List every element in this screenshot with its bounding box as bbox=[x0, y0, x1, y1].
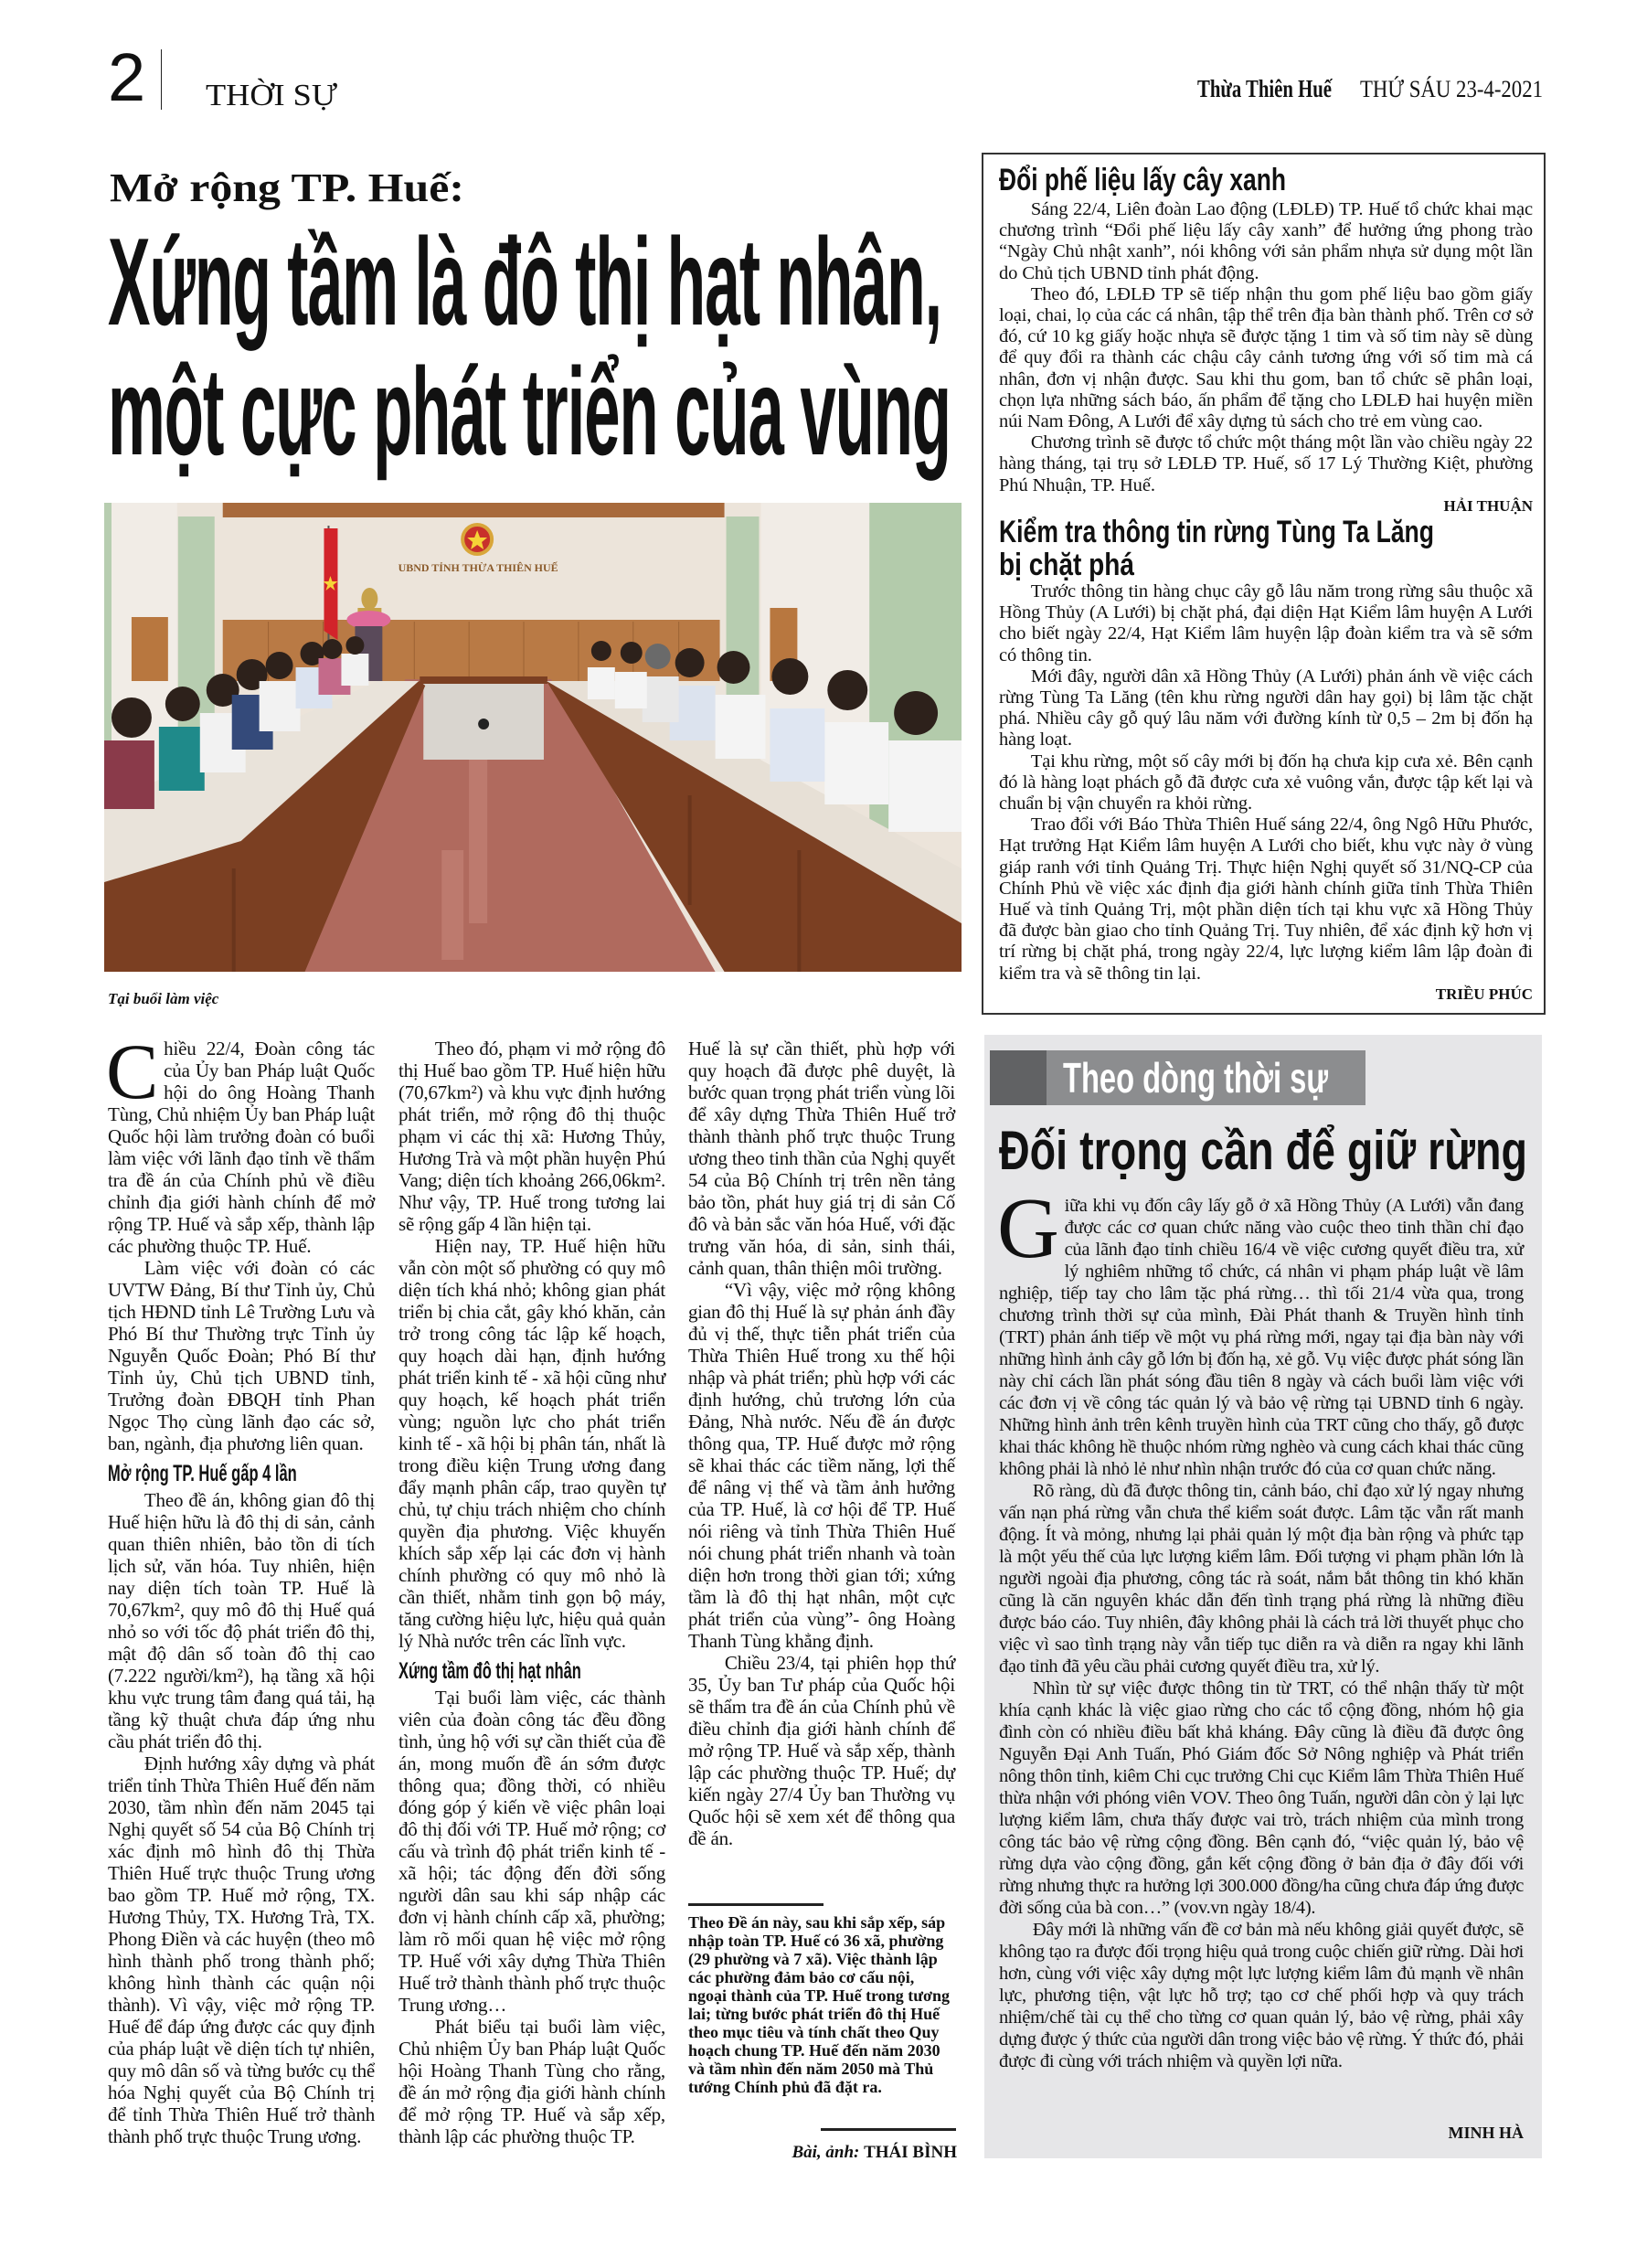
section-title: THỜI SỰ bbox=[206, 79, 337, 112]
meeting-room-image bbox=[104, 503, 962, 972]
drop-cap: G bbox=[997, 1181, 1059, 1276]
meeting-photo bbox=[104, 503, 962, 972]
paragraph-text: Tại buổi làm việc, các thành viên của đoàn công tác đều đồng tình, ủng hộ với sự cần thiết của đề án, mong muốn đề án sớm được thông qua; đồng thời, có nhiều đóng góp ý kiến về việc phân loại đô thị đối với TP. Huế mở rộng; cơ cấu và trình độ phát triển kinh tế - xã hội; tác động đến đời sống người dân sau khi sáp nhập các đơn vị hành chính cấp xã, phường; làm rõ mối quan hệ việc mở rộng TP. Huế với xây dựng Thừa Thiên Huế trở thành thành phố trực thuộc Trung ương… bbox=[398, 1687, 665, 2016]
paragraph-text: Hiện nay, TP. Huế hiện hữu vẫn còn một số phường có quy mô diện tích khá nhỏ; không gian phát triển bị chia cắt, gây khó khăn, cản trở trong công tác lập kế hoạch, quy hoạch dài hạn, định hướng phát triển kinh tế - xã hội cũng như quy hoạch, kế hoạch phát triển vùng; nguồn lực cho phát triển kinh tế - xã hội bị phân tán, nhất là trong điều kiện Trung ương đang đẩy mạnh phân cấp, trao quyền tự chủ, tự chịu trách nhiệm cho chính quyền địa phương. Việc khuyến khích sắp xếp lại các đơn vị hành chính phường có quy mô nhỏ là cần thiết, nhằm tinh gọn bộ máy, tăng cường hiệu lực, hiệu quả quản lý Nhà nước trên các lĩnh vực. bbox=[398, 1235, 665, 1652]
brief-2-title-line-2: bị chặt phá bbox=[999, 548, 1134, 582]
drop-cap: C bbox=[106, 1028, 159, 1115]
article-paragraph bbox=[398, 1687, 665, 2016]
article-paragraph bbox=[108, 1489, 375, 1752]
article-paragraph bbox=[688, 1279, 955, 1652]
subheading-text: Xứng tầm đô thị hạt nhân bbox=[398, 1658, 581, 1684]
article-credit bbox=[688, 2143, 957, 2163]
highlight-box: Theo Đề án này, sau khi sắp xếp, sáp nhập toàn TP. Huế có 36 xã, phường (29 phường và 7 xã). Việc thành lập các phường đảm bảo cơ cấu nội, ngoại thành của TP. Huế trong tương lai; từng bước phát triển đô thị Huế theo mục tiêu và tính chất theo Quy hoạch chung TP. Huế đến năm 2030 và tầm nhìn đến năm 2050 mà Thủ tướng Chính phủ đã đặt ra. bbox=[688, 1913, 951, 2096]
paragraph-text: Rõ ràng, dù đã được thông tin, cảnh báo, chỉ đạo xử lý ngay nhưng vấn nạn phá rừng vẫn chưa thể kiểm soát được. Lâm tặc vẫn rất manh động. Ít và mỏng, nhưng lại phải quản lý một địa bàn rộng và phức tạp là một yếu thế của lực lượng kiểm lâm. Đối tượng vi phạm phần lớn là người ngoài địa phương, công tác rà soát, nắm bắt thông tin khó khăn cũng là căn nguyên khác dẫn đến tình trạng phá rừng là những điều được báo cáo. Tuy nhiên, đây không phải là cách trả lời thuyết phục cho việc vì sao tình trạng này vẫn tiếp tục diễn ra và diễn ra ngay khi lãnh đạo tỉnh đã yêu cầu phải cương quyết điều tra, xử lý. bbox=[999, 1481, 1524, 1677]
commentary-byline: MINH HÀ bbox=[1448, 2124, 1524, 2142]
paragraph-text: Làm việc với đoàn có các UVTW Đảng, Bí thư Tỉnh ủy, Chủ tịch HĐND tỉnh Lê Trường Lưu và Phó Bí thư Thường trực Tỉnh ủy Nguyễn Quốc Đoàn; Phó Bí thư Tỉnh ủy, Chủ tịch UBND tỉnh, Trưởng đoàn ĐBQH tỉnh Phan Ngọc Thọ cùng lãnh đạo các sở, ban, ngành, địa phương liên quan. bbox=[108, 1257, 375, 1454]
article-column-2 bbox=[398, 1038, 665, 2147]
brief-paragraph: Mới đây, người dân xã Hồng Thủy (A Lưới) phản ánh về việc cách rừng Tùng Ta Lăng (tên khu rừng người dân hay gọi) bị lâm tặc chặt phá. Nhiều cây gỗ quý lâu năm với đường kính từ 0,5 – 2m bị đốn hạ hàng loạt. bbox=[999, 665, 1533, 751]
brief-byline: TRIỀU PHÚC bbox=[1435, 985, 1533, 1003]
brief-1-body bbox=[999, 199, 1533, 516]
paragraph-text: Phát biểu tại buổi làm việc, Chủ nhiệm Ủy ban Pháp luật Quốc hội Hoàng Thanh Tùng cho rằng, đề án mở rộng địa giới hành chính để mở rộng TP. Huế và sắp xếp, thành lập các phường thuộc TP. bbox=[398, 2016, 665, 2147]
brief-paragraph: Theo đó, LĐLĐ TP sẽ tiếp nhận thu gom phế liệu bao gồm giấy loại, chai, lọ của các cá nhân, tập thể trên địa bàn thành phố. Trên cơ sở đó, cứ 10 kg giấy hoặc nhựa sẽ được tặng 1 tim và số tim này sẽ dùng để quy đổi ra thành các chậu cây cảnh tương ứng với số tim mà cá nhân, đơn vị nhận được. Sau khi thu gom, ban tổ chức sẽ phân loại, chọn lựa những sách báo, ấn phẩm để tặng cho LĐLĐ hai huyện miền núi Nam Đông, A Lưới để xây dựng tủ sách cho trẻ em vùng cao. bbox=[999, 283, 1533, 432]
section-subheading bbox=[398, 1657, 665, 1687]
commentary-paragraph bbox=[999, 1919, 1524, 2072]
highlight-rule-bottom bbox=[821, 2128, 956, 2131]
credit-author: THÁI BÌNH bbox=[864, 2143, 957, 2162]
commentary-paragraph bbox=[997, 1181, 1524, 1480]
article-paragraph bbox=[106, 1028, 375, 1257]
paragraph-text: hiều 22/4, Đoàn công tác của Ủy ban Pháp luật Quốc hội do ông Hoàng Thanh Tùng, Chủ nhiệm Ủy ban Pháp luật Quốc hội làm trưởng đoàn có buổi làm việc với lãnh đạo tỉnh về thẩm tra đề án của Chính phủ về điều chỉnh địa giới hành chính để mở rộng TP. Huế và sắp xếp, thành lập các phường thuộc TP. Huế. bbox=[108, 1038, 375, 1257]
issue-date: THỨ SÁU 23-4-2021 bbox=[1360, 76, 1543, 102]
brief-paragraph: Trao đổi với Báo Thừa Thiên Huế sáng 22/4, ông Ngô Hữu Phước, Hạt trưởng Hạt Kiểm lâm huyện A Lưới cho biết, khu vực này ở vùng giáp ranh với tỉnh Quảng Trị. Thực hiện Nghị quyết số 31/NQ-CP của Chính Phủ về việc xác định địa giới hành chính giữa tỉnh Thừa Thiên Huế và tỉnh Quảng Trị, một phần diện tích tại khu vực xã Hồng Thủy đã được bàn giao cho tỉnh Quảng Trị. Tuy nhiên, để xác định kỹ hơn vị trí rừng bị chặt phá, trong ngày 22/4, lực lượng kiểm lâm lập đoàn đi kiểm tra và sẽ thông tin lại. bbox=[999, 815, 1533, 984]
brief-2-body bbox=[999, 581, 1533, 1005]
subheading-text: Mở rộng TP. Huế gấp 4 lần bbox=[108, 1461, 297, 1486]
brief-paragraph: Trước thông tin hàng chục cây gỗ lâu năm trong rừng sâu thuộc xã Hồng Thủy (A Lưới) bị chặt phá, đại diện Hạt Kiểm lâm huyện A Lưới cho biết ngày 22/4, Hạt Kiểm lâm huyện lập đoàn kiểm tra và sẽ sớm có thông tin. bbox=[999, 581, 1533, 665]
paragraph-text: “Vì vậy, việc mở rộng không gian đô thị Huế là sự phản ánh đầy đủ vị thế, thực tiễn phát triển của Thừa Thiên Huế trong xu thế hội nhập và phát triển; phù hợp với các định hướng, chủ trương lớn của Đảng, Nhà nước. Nếu đề án được thông qua, TP. Huế được mở rộng sẽ khai thác các tiềm năng, lợi thế để nâng vị thế và tầm ảnh hưởng của TP. Huế, là cơ hội để TP. Huế nói riêng và tỉnh Thừa Thiên Huế nói chung phát triển nhanh và toàn diện hơn trong thời gian tới; xứng tầm là đô thị hạt nhân, một cực phát triển của vùng”- ông Hoàng Thanh Tùng khẳng định. bbox=[688, 1279, 955, 1652]
article-paragraph bbox=[398, 1235, 665, 1652]
photo-wall-sign: UBND TỈNH THỪA THIÊN HUẾ bbox=[398, 560, 558, 575]
article-paragraph bbox=[108, 1752, 375, 2147]
column-label: Theo dòng thời sự bbox=[1063, 1054, 1328, 1102]
paragraph-text: Theo đề án, không gian đô thị Huế hiện hữu là đô thị di sản, cảnh quan thiên nhiên, bảo tồn di tích lịch sử, văn hóa. Tuy nhiên, hiện nay diện tích toàn TP. Huế là 70,67km², quy mô đô thị Huế quá nhỏ so với tốc độ phát triển đô thị, mật độ dân số toàn đô thị cao (7.222 người/km²), hạ tầng xã hội khu vực trung tâm đang quá tải, hạ tầng kỹ thuật chưa đáp ứng nhu cầu phát triển đô thị. bbox=[108, 1489, 375, 1752]
article-column-1 bbox=[106, 1028, 375, 2147]
commentary-paragraph bbox=[999, 1480, 1524, 1677]
article-paragraph bbox=[688, 1038, 955, 1279]
brief-1-title: Đổi phế liệu lấy cây xanh bbox=[999, 163, 1286, 197]
photo-caption: Tại buổi làm việc bbox=[108, 990, 219, 1007]
brief-paragraph: Tại khu rừng, một số cây mới bị đốn hạ chưa kịp cưa xẻ. Bên cạnh đó là hàng loạt phách gỗ đã được cưa xẻ vuông vắn, được tập kết lại và chuẩn bị vận chuyển ra khỏi rừng. bbox=[999, 751, 1533, 815]
paragraph-text: Định hướng xây dựng và phát triển tỉnh Thừa Thiên Huế đến năm 2030, tầm nhìn đến năm 2045 tại Nghị quyết số 54 của Bộ Chính trị xác định mô hình đô thị Thừa Thiên Huế trực thuộc Trung ương bao gồm TP. Huế mở rộng, TX. Hương Thủy, TX. Hương Trà, TX. Phong Điền và các huyện (theo mô hình thành phố trong thành phố; không hình thành các quận nội thành). Vì vậy, việc mở rộng TP. Huế để đáp ứng được các quy định của pháp luật về diện tích tự nhiên, quy mô dân số và từng bước cụ thể hóa Nghị quyết của Bộ Chính trị để tỉnh Thừa Thiên Huế trở thành thành phố trực thuộc Trung ương. bbox=[108, 1752, 375, 2147]
commentary-headline: Đối trọng cần để giữ rừng bbox=[999, 1120, 1527, 1181]
article-paragraph bbox=[398, 1038, 665, 1235]
brief-2-title-line-1: Kiểm tra thông tin rừng Tùng Ta Lăng bbox=[999, 515, 1434, 549]
paragraph-text: Huế là sự cần thiết, phù hợp với quy hoạch đã được phê duyệt, là bước quan trọng phát triển vùng lõi để xây dựng Thừa Thiên Huế trở thành thành phố trực thuộc Trung ương theo tinh thần của Nghị quyết 54 của Bộ Chính trị trên nền tảng bảo tồn, phát huy giá trị di sản Cố đô và bản sắc văn hóa Huế, với đặc trưng văn hóa, di sản, sinh thái, cảnh quan, thân thiện môi trường. bbox=[688, 1038, 955, 1279]
highlight-rule-top bbox=[688, 1903, 824, 1906]
commentary-paragraph bbox=[999, 1677, 1524, 1919]
paragraph-text: Chiều 23/4, tại phiên họp thứ 35, Ủy ban Tư pháp của Quốc hội sẽ thẩm tra đề án của Chính phủ về điều chỉnh địa giới hành chính để mở rộng TP. Huế và sắp xếp, thành lập các phường thuộc TP. Huế; dự kiến ngày 27/4 Ủy ban Thường vụ Quốc hội sẽ xem xét để thông qua đề án. bbox=[688, 1652, 955, 1849]
section-subheading bbox=[108, 1460, 375, 1489]
article-paragraph bbox=[108, 1257, 375, 1454]
newspaper-name: Thừa Thiên Huế bbox=[1197, 75, 1332, 102]
column-banner-accent bbox=[990, 1050, 1047, 1105]
paragraph-text: Theo đó, phạm vi mở rộng đô thị Huế bao gồm TP. Huế hiện hữu (70,67km²) và khu vực định hướng phát triển, mở rộng đô thị thuộc phạm vi các thị xã: Hương Thủy, Hương Trà và một phần huyện Phú Vang; diện tích khoảng 266,06km². Như vậy, TP. Huế trong tương lai sẽ rộng gấp 4 lần hiện tại. bbox=[398, 1038, 665, 1235]
brief-paragraph: Sáng 22/4, Liên đoàn Lao động (LĐLĐ) TP. Huế tổ chức khai mạc chương trình “Đổi phế liệu lấy cây xanh” để hưởng ứng phong trào “Ngày Chủ nhật xanh”, nói không với sản phẩm nhựa sử dụng một lần do Chủ tịch UBND tỉnh phát động. bbox=[999, 199, 1533, 283]
headline-line-1: Xứng tầm là đô thị hạt nhân, bbox=[108, 212, 941, 351]
brief-paragraph: Chương trình sẽ được tổ chức một tháng một lần vào chiều ngày 22 hàng tháng, tại trụ sở LĐLĐ TP. Huế, số 17 Lý Thường Kiệt, phường Phú Nhuận, TP. Huế. bbox=[999, 432, 1533, 495]
paragraph-text: Nhìn từ sự việc được thông tin từ TRT, có thể nhận thấy từ một khía cạnh khác là việc giao rừng cho các tổ cộng đồng, nhóm hộ gia đình còn có nhiều điều bất khả kháng. Đây cũng là điều đã được ông Nguyễn Đại Anh Tuấn, Phó Giám đốc Sở Nông nghiệp và Phát triển nông thôn tỉnh, kiêm Chi cục trưởng Chi cục Kiểm lâm Thừa Thiên Huế thừa nhận với phóng viên VOV. Theo ông Tuấn, người dân còn ỷ lại lực lượng kiểm lâm, chưa thấy được vai trò, trách nhiệm của mình trong công tác bảo vệ rừng cộng đồng. Bên cạnh đó, “việc quản lý, bảo vệ rừng dựa vào cộng đồng, gắn kết cộng đồng ở bản địa ở đây đối với rừng nhưng thực ra hưởng lợi 300.000 đồng/ha cũng chưa đáp ứng được đời sống của bà con…” (vov.vn ngày 18/4). bbox=[999, 1678, 1524, 1918]
article-kicker: Mở rộng TP. Huế: bbox=[110, 165, 464, 210]
paragraph-text: Đây mới là những vấn đề cơ bản mà nếu không giải quyết được, sẽ không tạo ra được đối trọng hiệu quả trong cuộc chiến giữ rừng. Dài hơi hơn, cùng với việc xây dựng một lực lượng kiểm lâm đủ mạnh về nhân lực, phương tiện, vật lực hỗ trợ; tạo cơ chế phối hợp và quy trách nhiệm/chế tài cụ thể cho từng cơ quan quản lý, bảo vệ rừng, phải xây dựng được ý thức của người dân trong việc bảo vệ rừng. Ý thức đó, phải được đi cùng với trách nhiệm và quyền lợi nữa. bbox=[999, 1920, 1524, 2071]
article-paragraph bbox=[398, 2016, 665, 2147]
credit-label: Bài, ảnh: bbox=[792, 2143, 860, 2162]
header-divider bbox=[161, 49, 162, 110]
brief-byline: HẢI THUẬN bbox=[1443, 496, 1533, 515]
article-paragraph bbox=[688, 1652, 955, 1849]
paragraph-text: iữa khi vụ đốn cây lấy gỗ ở xã Hồng Thủy (A Lưới) vẫn đang được các cơ quan chức năng vào cuộc theo tinh thần chỉ đạo của lãnh đạo tỉnh chiều 16/4 về việc cương quyết điều tra, xử lý nghiêm những tổ chức, cá nhân vi phạm pháp luật về lâm nghiệp, tiếp tay cho lâm tặc phá rừng… thì tối 21/4 vừa qua, trong chương trình thời sự của mình, Đài Phát thanh & Truyền hình tỉnh (TRT) phản ánh tiếp về một vụ phá rừng mới, ngay tại địa bàn này với những hình ảnh cây gỗ lớn bị đốn hạ, xẻ gỗ. Vụ việc được phát sóng lần này chỉ cách lần phát sóng đầu tiên 8 ngày và cách buổi làm việc với các đơn vị về công tác quản lý và bảo vệ rừng tại UBND tỉnh 6 ngày. Những hình ảnh trên kênh truyền hình của TRT cũng cho thấy, gỗ được khai thác không hề thuộc nhóm rừng nghèo và cung cách khai thác cũng không phải là nhỏ lẻ như nhìn nhận trước đó của cơ quan chức năng. bbox=[999, 1196, 1524, 1479]
commentary-body bbox=[997, 1181, 1524, 2072]
page-number: 2 bbox=[108, 39, 146, 115]
article-column-3 bbox=[688, 1038, 955, 1849]
headline-line-2: một cực phát triển của vùng bbox=[108, 342, 951, 481]
